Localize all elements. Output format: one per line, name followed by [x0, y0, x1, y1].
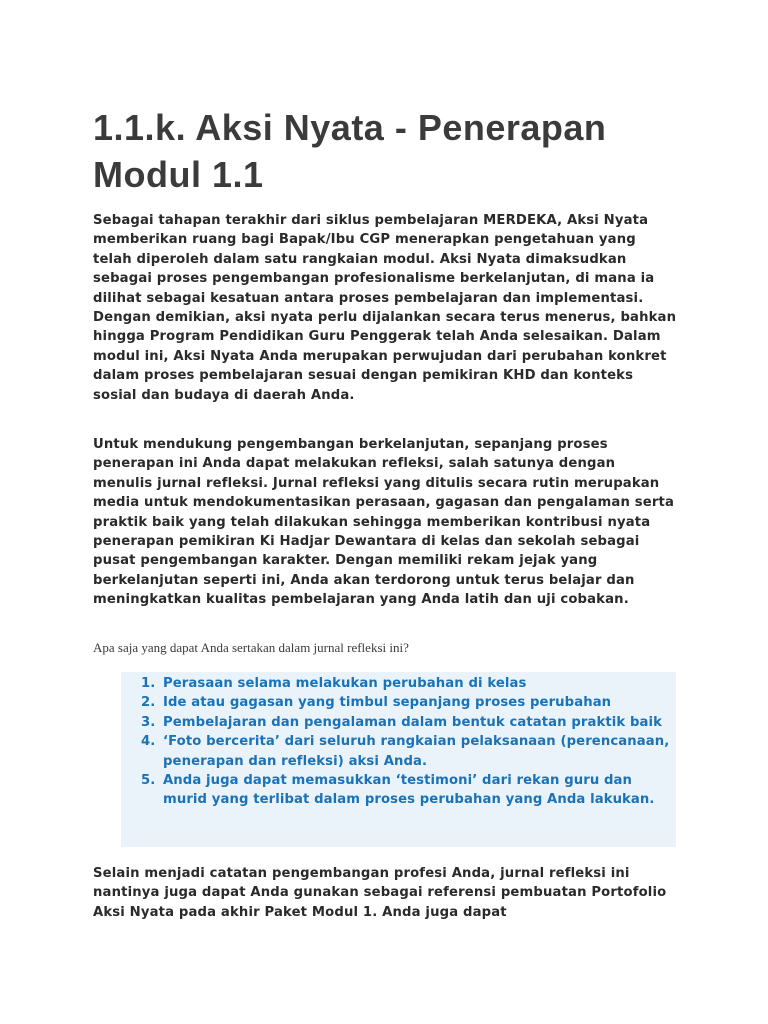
- list-item-number: 5.: [141, 773, 156, 789]
- paragraph-reflection: Untuk mendukung pengembangan berkelanjutan, sepanjang proses penerapan ini Anda dapat melakukan refleksi, salah satunya dengan menulis jurnal refleksi. Jurnal refleksi yang ditulis secara rutin merupakan media untuk mendokumentasikan perasaan, gagasan dan pengalaman serta praktik baik yang telah dilakukan sehingga memberikan kontribusi nyata penerapan pemikiran Ki Hadjar Dewantara di kelas dan sekolah sebagai pusat pengembangan karakter. Dengan memiliki rekam jejak yang berkelanjutan seperti ini, Anda akan terdorong untuk terus belajar dan meningkatkan kualitas pembelajaran yang Anda latih dan uji cobakan.: [93, 437, 674, 608]
- list-item-number: 2.: [141, 695, 156, 711]
- list-item: [141, 713, 671, 732]
- list-item-number: 4.: [141, 734, 156, 750]
- list-item-text: ‘Foto bercerita’ dari seluruh rangkaian pelaksanaan (perencanaan, penerapan dan refleksi) aksi Anda.: [163, 734, 670, 769]
- list-item-number: 1.: [141, 676, 156, 691]
- list-item: [141, 693, 671, 712]
- list-item: [141, 674, 671, 693]
- list-item-text: Pembelajaran dan pengalaman dalam bentuk catatan praktik baik: [163, 714, 662, 730]
- question-text: Apa saja yang dapat Anda sertakan dalam jurnal refleksi ini?: [93, 640, 409, 655]
- paragraph-portfolio: Selain menjadi catatan pengembangan profesi Anda, jurnal refleksi ini nantinya juga dapat Anda gunakan sebagai referensi pembuatan Portofolio Aksi Nyata pada akhir Paket Modul 1. Anda juga dapat: [93, 866, 667, 920]
- paragraph-intro: Sebagai tahapan terakhir dari siklus pembelajaran MERDEKA, Aksi Nyata memberikan ruang bagi Bapak/Ibu CGP menerapkan pengetahuan yang telah diperoleh dalam satu rangkaian modul. Aksi Nyata dimaksudkan sebagai proses pengembangan profesionalisme berkelanjutan, di mana ia dilihat sebagai kesatuan antara proses pembelajaran dan implementasi. Dengan demikian, aksi nyata perlu dijalankan secara terus menerus, bahkan hingga Program Pendidikan Guru Penggerak telah Anda selesaikan. Dalam modul ini, Aksi Nyata Anda merupakan perwujudan dari perubahan konkret dalam proses pembelajaran sesuai dengan pemikiran KHD dan konteks sosial dan budaya di daerah Anda.: [93, 213, 677, 403]
- reflection-list: [141, 674, 671, 810]
- page-title: 1.1.k. Aksi Nyata - Penerapan Modul 1.1: [93, 107, 607, 195]
- list-item: [141, 732, 671, 771]
- reflection-list-box: [121, 672, 676, 847]
- list-item-text: Ide atau gagasan yang timbul sepanjang proses perubahan: [163, 695, 612, 711]
- list-item-number: 3.: [141, 714, 156, 730]
- list-item-text: Perasaan selama melakukan perubahan di kelas: [163, 676, 527, 691]
- list-item-text: Anda juga dapat memasukkan ‘testimoni’ dari rekan guru dan murid yang terlibat dalam proses perubahan yang Anda lakukan.: [163, 773, 655, 808]
- list-item: [141, 771, 671, 810]
